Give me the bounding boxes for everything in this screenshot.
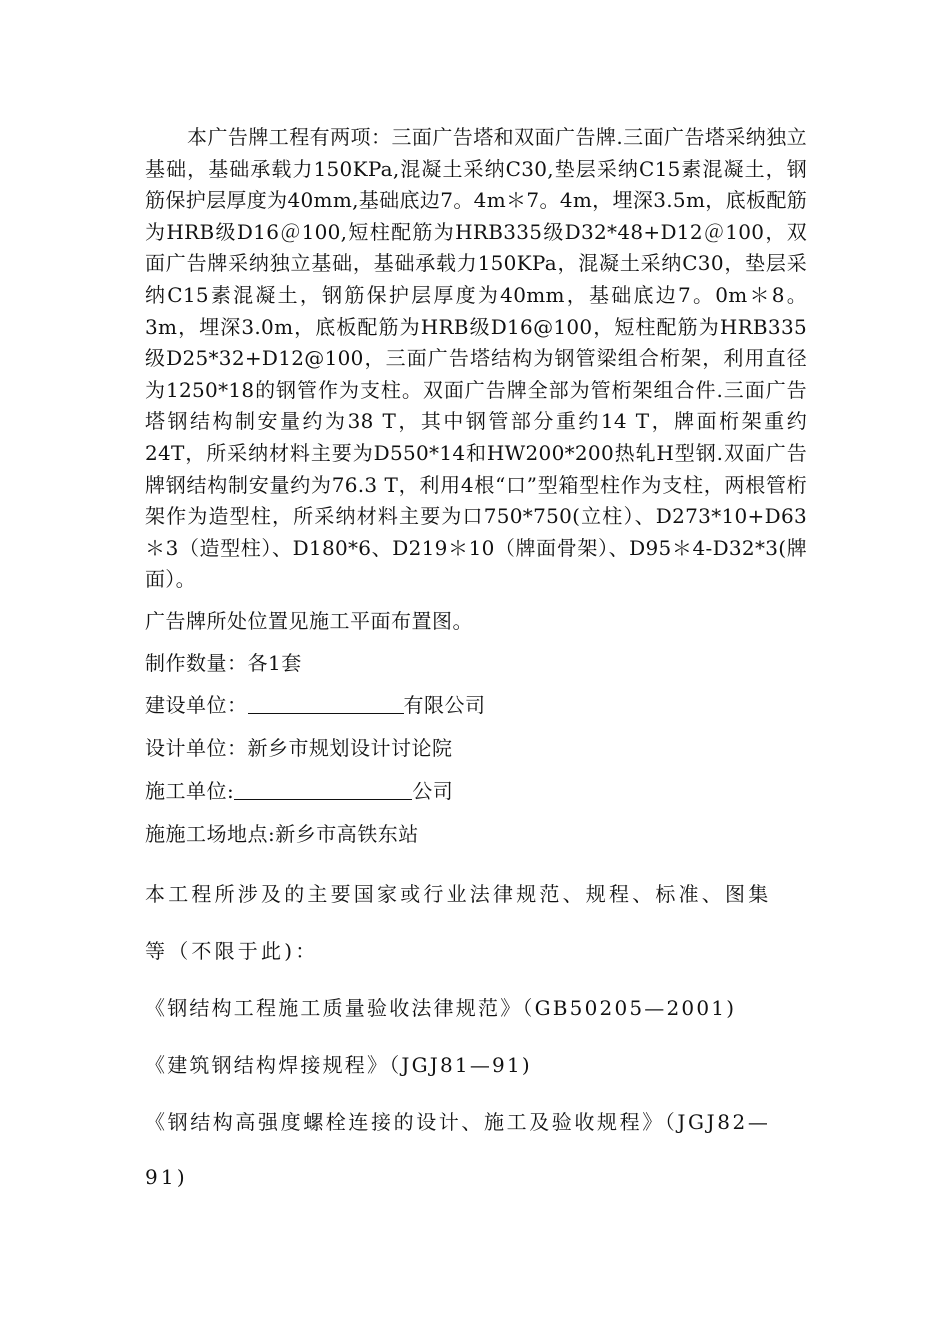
standard-item: 《建筑钢结构焊接规程》（JGJ81—91) <box>145 1052 532 1077</box>
intro-paragraph: 本广告牌工程有两项：三面广告塔和双面广告牌.三面广告塔采纳独立基础，基础承载力150KPa,混凝土采纳C30,垫层采纳C15素混凝土，钢筋保护层厚度为40mm,基础底边7。4m＊7。4m，埋深3.5m，底板配筋为HRB级D16＠100,短柱配筋为HRB335级D32*48+D12＠100，双面广告牌采纳独立基础，基础承载力150KPa，混凝土采纳C30，垫层采纳C15素混凝土，钢筋保护层厚度为40mm，基础底边7。0m＊8。3m，埋深3.0m，底板配筋为HRB级D16@100，短柱配筋为HRB335级D25*32+D12@100，三面广告塔结构为钢管梁组合桁架，利用直径为1250*18的钢管作为支柱。双面广告牌全部为管桁架组合件.三面广告塔钢结构制安量约为38 T，其中钢管部分重约14 T，牌面桁架重约 24T，所采纳材料主要为D550*14和HW200*200热轧H型钢.双面广告牌钢结构制安量约为76.3 T，利用4根“口”型箱型柱作为支柱，两根管桁架作为造型柱，所采纳材料主要为口750*750(立柱）、D273*10+D63＊3（造型柱）、D180*6、D219＊10（牌面骨架）、D95＊4-D32*3(牌面）。 <box>145 125 807 592</box>
contractor-line <box>145 776 807 806</box>
owner-line <box>145 690 807 720</box>
document-body <box>145 122 807 1192</box>
standard-item: 《钢结构工程施工质量验收法律规范》（GB50205—2001) <box>145 995 737 1020</box>
standard-item: 《钢结构高强度螺栓连接的设计、施工及验收规程》（JGJ82— <box>145 1109 771 1134</box>
standard-item: 91) <box>145 1164 188 1189</box>
contractor-label: 施工单位: <box>145 778 235 803</box>
owner-suffix: 有限公司 <box>403 692 486 717</box>
location-note: 广告牌所处位置见施工平面布置图。 <box>145 608 473 633</box>
site-line: 施施工场地点:新乡市高铁东站 <box>145 821 419 846</box>
owner-label: 建设单位： <box>145 692 248 717</box>
quantity-line: 制作数量：各1套 <box>145 650 302 675</box>
designer-line: 设计单位：新乡市规划设计讨论院 <box>145 735 453 760</box>
standards-intro-line-2: 等（不限于此)： <box>145 938 319 963</box>
standards-intro-line-1: 本工程所涉及的主要国家或行业法律规范、规程、标准、图集 <box>145 881 772 906</box>
contractor-blank <box>234 779 412 800</box>
contractor-suffix: 公司 <box>412 778 454 803</box>
owner-blank <box>248 693 404 714</box>
